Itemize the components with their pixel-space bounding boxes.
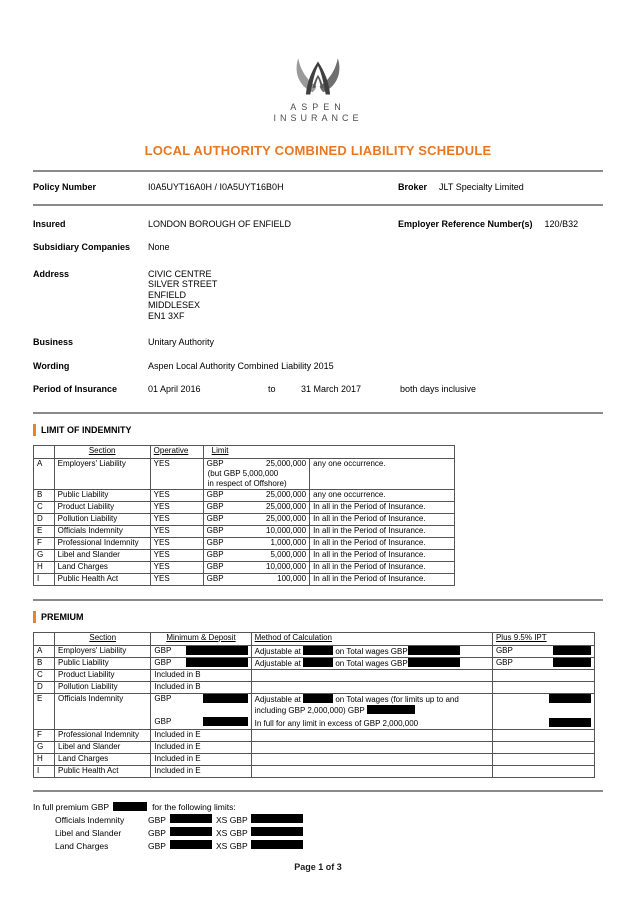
in-full-premium-block (33, 801, 603, 853)
row-basis: any one occurrence. (310, 458, 455, 489)
row-section-name: Employers' Liability (55, 645, 151, 657)
page-indicator: Page 1 of 3 (294, 862, 342, 872)
currency: GBP (148, 827, 166, 838)
row-method (251, 681, 492, 693)
row-operative: YES (150, 549, 203, 561)
row-basis: In all in the Period of Insurance. (310, 573, 455, 585)
currency: GBP (154, 693, 172, 703)
row-limit-amount (203, 561, 309, 573)
subsidiary-row (33, 242, 603, 253)
table-row (34, 525, 455, 537)
row-section-name: Officials Indemnity (55, 693, 151, 729)
address-row (33, 269, 603, 322)
wording-row (33, 361, 603, 372)
currency: GBP (206, 561, 224, 571)
row-ipt (492, 765, 594, 777)
period-start: 01 April 2016 (148, 384, 201, 394)
limit-section-title: LIMIT OF INDEMNITY (41, 424, 132, 435)
table-row (34, 657, 595, 669)
row-section-name: Public Health Act (54, 573, 150, 585)
row-min-deposit (151, 645, 251, 657)
row-min-deposit (151, 657, 251, 669)
redacted-value (408, 646, 460, 655)
limit-of-indemnity-table (33, 445, 455, 586)
row-operative: YES (150, 458, 203, 489)
policy-number-row (33, 172, 603, 204)
row-key: F (34, 537, 55, 549)
row-operative: YES (150, 525, 203, 537)
table-row (34, 458, 455, 489)
amount: 25,000,000 (266, 489, 307, 499)
row-operative: YES (150, 489, 203, 501)
row-section-name: Product Liability (55, 669, 151, 681)
table-row (34, 489, 455, 501)
redacted-value (367, 705, 415, 714)
redacted-value (303, 694, 333, 703)
row-basis: In all in the Period of Insurance. (310, 513, 455, 525)
policy-number-label: Policy Number (33, 182, 97, 192)
period-to: to (268, 384, 276, 394)
row-operative: YES (150, 513, 203, 525)
method-text: Adjustable at (254, 658, 301, 668)
currency: GBP (148, 814, 166, 825)
amount: 25,000,000 (266, 513, 307, 523)
method-text: In full for any limit in excess of GBP 2,000,000 (254, 718, 419, 728)
redacted-value (553, 646, 591, 655)
row-basis: In all in the Period of Insurance. (310, 537, 455, 549)
redacted-value (553, 658, 591, 667)
xs-label: XS GBP (216, 827, 248, 838)
period-end: 31 March 2017 (301, 384, 362, 394)
row-section-name: Public Liability (54, 489, 150, 501)
method-text: Adjustable at (254, 694, 301, 704)
premium-section-header (33, 611, 603, 623)
row-section-name: Product Liability (54, 501, 150, 513)
redacted-value (303, 658, 333, 667)
row-basis: In all in the Period of Insurance. (310, 501, 455, 513)
row-key: E (34, 525, 55, 537)
col-header-min-deposit: Minimum & Deposit (166, 632, 236, 642)
row-operative: YES (150, 501, 203, 513)
table-row (34, 729, 595, 741)
redacted-value (203, 694, 248, 703)
redacted-value (251, 827, 303, 836)
row-method (251, 657, 492, 669)
redacted-value (113, 802, 147, 811)
row-key: B (34, 657, 55, 669)
currency: GBP (495, 645, 513, 655)
col-header-section: Section (89, 632, 117, 642)
business-value: Unitary Authority (148, 337, 215, 347)
business-label: Business (33, 337, 74, 347)
logo-text-aspen: ASPEN (290, 102, 346, 112)
logo-text-insurance: INSURANCE (273, 113, 363, 123)
document-title: LOCAL AUTHORITY COMBINED LIABILITY SCHEDULE (144, 143, 492, 158)
redacted-value (251, 840, 303, 849)
divider (33, 790, 603, 792)
row-min-deposit: Included in E (151, 741, 251, 753)
item-name: Officials Indemnity (55, 814, 125, 825)
address-label: Address (33, 268, 70, 279)
table-row (34, 549, 455, 561)
aspen-logo (33, 56, 603, 123)
row-ipt (492, 657, 594, 669)
col-header-operative: Operative (153, 445, 189, 455)
redacted-value (408, 658, 460, 667)
row-limit-amount (203, 573, 309, 585)
insured-row (33, 219, 603, 230)
row-operative: YES (150, 561, 203, 573)
redacted-value (170, 814, 212, 823)
period-label: Period of Insurance (33, 384, 118, 394)
col-header-limit: Limit (211, 445, 229, 455)
broker-value: JLT Specialty Limited (439, 182, 524, 192)
row-limit-amount (203, 513, 309, 525)
row-ipt (492, 681, 594, 693)
row-method (251, 669, 492, 681)
row-operative: YES (150, 573, 203, 585)
redacted-value (549, 694, 591, 703)
row-min-deposit (151, 693, 251, 729)
currency: GBP (206, 549, 224, 559)
currency: GBP (206, 573, 224, 583)
item-name: Libel and Slander (55, 827, 122, 838)
row-min-deposit: Included in B (151, 669, 251, 681)
row-section-name: Professional Indemnity (54, 537, 150, 549)
item-name: Land Charges (55, 840, 109, 851)
row-ipt (492, 741, 594, 753)
method-text: on Total wages GBP (335, 646, 408, 656)
currency: GBP (206, 489, 224, 499)
currency: GBP (495, 657, 513, 667)
address-line: ENFIELD (148, 289, 187, 300)
xs-label: XS GBP (216, 840, 248, 851)
row-key: C (34, 669, 55, 681)
redacted-value (251, 814, 303, 823)
amount: 25,000,000 (266, 458, 307, 468)
address-line: MIDDLESEX (148, 300, 201, 310)
amount: 100,000 (277, 573, 307, 583)
row-basis: In all in the Period of Insurance. (310, 549, 455, 561)
in-full-item (33, 814, 603, 827)
subsidiary-value: None (148, 242, 170, 252)
row-section-name: Libel and Slander (54, 549, 150, 561)
row-min-deposit: Included in E (151, 765, 251, 777)
row-section-name: Employers' Liability (54, 458, 150, 489)
currency: GBP (206, 458, 224, 468)
row-ipt (492, 753, 594, 765)
row-key: A (34, 458, 55, 489)
accent-bar (33, 611, 36, 623)
method-text: Adjustable at (254, 646, 301, 656)
currency: GBP (206, 501, 224, 511)
col-header-section: Section (88, 445, 116, 455)
currency: GBP (154, 657, 172, 667)
period-row (33, 384, 603, 395)
row-key: G (34, 549, 55, 561)
row-method (251, 765, 492, 777)
period-note: both days inclusive (400, 384, 477, 394)
in-full-prefix: In full premium GBP (33, 801, 110, 812)
row-min-deposit: Included in B (151, 681, 251, 693)
row-method (251, 753, 492, 765)
limit-note: (but GBP 5,000,000 (207, 468, 279, 478)
row-method (251, 729, 492, 741)
col-header-ipt: Plus 9.5% IPT (495, 632, 547, 642)
row-method (251, 693, 492, 729)
broker-label: Broker (398, 182, 428, 192)
row-section-name: Public Health Act (55, 765, 151, 777)
row-section-name: Officials Indemnity (54, 525, 150, 537)
table-row (34, 765, 595, 777)
employer-ref-label: Employer Reference Number(s) (398, 218, 533, 229)
table-row (34, 741, 595, 753)
redacted-value (170, 840, 212, 849)
row-limit-amount (203, 537, 309, 549)
row-operative: YES (150, 537, 203, 549)
method-text: on Total wages (for limits up to and including GBP 2,000,000) GBP (254, 694, 459, 715)
premium-section-title: PREMIUM (41, 611, 84, 622)
row-section-name: Pollution Liability (55, 681, 151, 693)
redacted-value (186, 658, 248, 667)
currency: GBP (206, 513, 224, 523)
currency: GBP (148, 840, 166, 851)
table-row (34, 753, 595, 765)
row-key: G (34, 741, 55, 753)
in-full-item (33, 827, 603, 840)
row-basis: any one occurrence. (310, 489, 455, 501)
row-limit-amount (203, 525, 309, 537)
premium-table (33, 632, 595, 778)
divider (33, 412, 603, 414)
currency: GBP (206, 525, 224, 535)
in-full-item (33, 840, 603, 853)
row-basis: In all in the Period of Insurance. (310, 561, 455, 573)
aspen-flower-icon (285, 56, 351, 100)
redacted-value (186, 646, 248, 655)
amount: 10,000,000 (266, 525, 307, 535)
row-method (251, 741, 492, 753)
row-key: D (34, 513, 55, 525)
row-section-name: Land Charges (55, 753, 151, 765)
row-key: B (34, 489, 55, 501)
row-key: F (34, 729, 55, 741)
table-row (34, 693, 595, 729)
method-text: on Total wages GBP (335, 658, 408, 668)
row-limit-amount (203, 501, 309, 513)
limit-section-header (33, 424, 603, 436)
row-key: A (34, 645, 55, 657)
row-limit-amount (203, 549, 309, 561)
redacted-value (170, 827, 212, 836)
row-key: I (34, 573, 55, 585)
col-header-method: Method of Calculation (254, 632, 332, 642)
table-row (34, 681, 595, 693)
insured-value: LONDON BOROUGH OF ENFIELD (148, 218, 292, 229)
row-section-name: Professional Indemnity (55, 729, 151, 741)
row-section-name: Pollution Liability (54, 513, 150, 525)
address-line: CIVIC CENTRE (148, 268, 212, 279)
amount: 5,000,000 (270, 549, 307, 559)
in-full-premium-line (33, 801, 603, 814)
table-row (34, 573, 455, 585)
divider (33, 204, 603, 206)
row-section-name: Libel and Slander (55, 741, 151, 753)
table-row (34, 561, 455, 573)
row-section-name: Land Charges (54, 561, 150, 573)
row-min-deposit: Included in E (151, 753, 251, 765)
address-line: SILVER STREET (148, 279, 218, 289)
table-row (34, 501, 455, 513)
xs-label: XS GBP (216, 814, 248, 825)
amount: 1,000,000 (270, 537, 307, 547)
subsidiary-label: Subsidiary Companies (33, 242, 131, 252)
row-ipt (492, 645, 594, 657)
wording-value: Aspen Local Authority Combined Liability 2015 (148, 360, 334, 371)
divider (33, 599, 603, 601)
policy-number-value: I0A5UYT16A0H / I0A5UYT16B0H (148, 182, 284, 192)
table-header-row (34, 632, 595, 645)
row-ipt (492, 669, 594, 681)
row-key: C (34, 501, 55, 513)
redacted-value (203, 717, 248, 726)
table-header-row (34, 445, 455, 458)
row-limit-amount (203, 458, 309, 489)
row-section-name: Public Liability (55, 657, 151, 669)
currency: GBP (154, 716, 172, 726)
table-row (34, 669, 595, 681)
address-line: EN1 3XF (148, 310, 185, 321)
row-key: D (34, 681, 55, 693)
wording-label: Wording (33, 360, 70, 371)
currency: GBP (206, 537, 224, 547)
employer-ref-value: 120/B32 (544, 218, 579, 229)
row-method (251, 645, 492, 657)
row-key: E (34, 693, 55, 729)
row-min-deposit: Included in E (151, 729, 251, 741)
accent-bar (33, 424, 36, 436)
currency: GBP (154, 645, 172, 655)
row-key: H (34, 561, 55, 573)
amount: 25,000,000 (266, 501, 307, 511)
row-ipt (492, 693, 594, 729)
row-ipt (492, 729, 594, 741)
in-full-suffix: for the following limits: (152, 801, 236, 812)
table-row (34, 645, 595, 657)
limit-note: in respect of Offshore) (207, 478, 287, 488)
address-value (148, 269, 398, 322)
row-basis: In all in the Period of Insurance. (310, 525, 455, 537)
row-key: H (34, 753, 55, 765)
table-row (34, 513, 455, 525)
row-key: I (34, 765, 55, 777)
redacted-value (303, 646, 333, 655)
insured-label: Insured (33, 218, 66, 229)
table-row (34, 537, 455, 549)
redacted-value (549, 718, 591, 727)
business-row (33, 337, 603, 348)
row-limit-amount (203, 489, 309, 501)
amount: 10,000,000 (266, 561, 307, 571)
